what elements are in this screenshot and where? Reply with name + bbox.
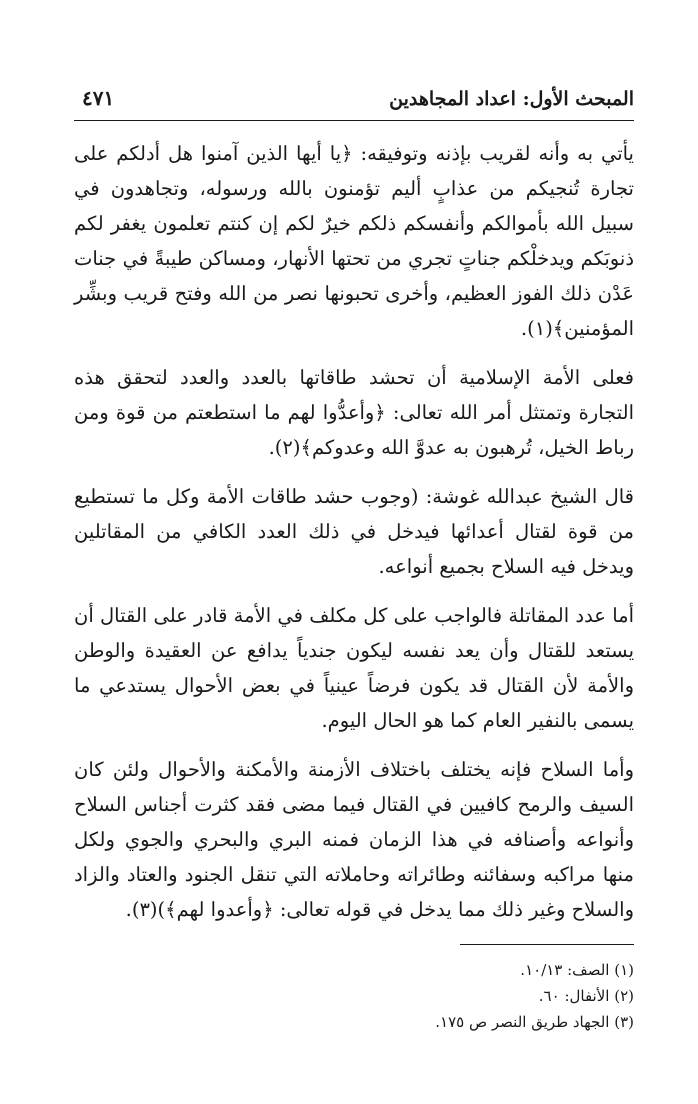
paragraph-2: فعلى الأمة الإسلامية أن تحشد طاقاتها بالعدد والعدد لتحقق هذه التجارة وتمتثل أمر الله تعالى: ﴿وأعدُّوا لهم ما استطعتم من قوة ومن رباط الخيل، تُرهبون به عدوَّ الله وعدوكم﴾(٢). <box>74 366 634 459</box>
body-text <box>74 136 634 941</box>
running-title: المبحث الأول: اعداد المجاهدين <box>389 88 634 110</box>
footnote-1: (١) الصف: ١٠/١٣. <box>520 961 634 979</box>
paragraph-4: أما عدد المقاتلة فالواجب على كل مكلف في الأمة قادر على القتال أن يستعد للقتال وأن يعد نفسه ليكون جندياً يدافع عن العقيدة والوطن والأمة لأن القتال قد يكون فرضاً عينياً في بعض الأحوال يستدعي ما يسمى بالنفير العام كما هو الحال اليوم. <box>74 604 634 732</box>
footnote-2: (٢) الأنفال: ٦٠. <box>538 987 634 1005</box>
page-number: ٤٧١ <box>82 86 115 110</box>
footnote-divider <box>460 944 634 945</box>
paragraph-1: يأتي به وأنه لقريب بإذنه وتوفيقه: ﴿يا أيها الذين آمنوا هل أدلكم على تجارة تُنجيكم من عذابٍ أليم تؤمنون بالله ورسوله، وتجاهدون في سبيل الله بأموالكم وأنفسكم ذلكم خيرٌ لكم إن كنتم تعلمون يغفر لكم ذنوبَكم ويدخلْكم جناتٍ تجري من تحتها الأنهار، ومساكن طيبةً في جنات عَدْن ذلك الفوز العظيم، وأخرى تحبونها نصر من الله وفتح قريب وبشِّر المؤمنين﴾(١). <box>74 142 634 340</box>
page-header <box>74 80 634 121</box>
footnotes <box>74 944 634 1035</box>
paragraph-5: وأما السلاح فإنه يختلف باختلاف الأزمنة والأمكنة والأحوال ولئن كان السيف والرمح كافيين في القتال فيما مضى فقد كثرت أجناس السلاح وأنواعه وأصنافه في هذا الزمان فمنه البري والبحري والجوي ولكل منها مراكبه وسفائنه وطائراته وحاملاته التي تنقل الجنود والعتاد والزاد والسلاح وغير ذلك مما يدخل في قوله تعالى: ﴿وأعدوا لهم﴾)(٣). <box>74 758 634 921</box>
paragraph-3: قال الشيخ عبدالله غوشة: (وجوب حشد طاقات الأمة وكل ما تستطيع من قوة لقتال أعدائها فيدخل في ذلك العدد الكافي من المقاتلين ويدخل فيه السلاح بجميع أنواعه. <box>74 485 634 578</box>
footnote-3: (٣) الجهاد طريق النصر ص ١٧٥. <box>435 1013 634 1031</box>
